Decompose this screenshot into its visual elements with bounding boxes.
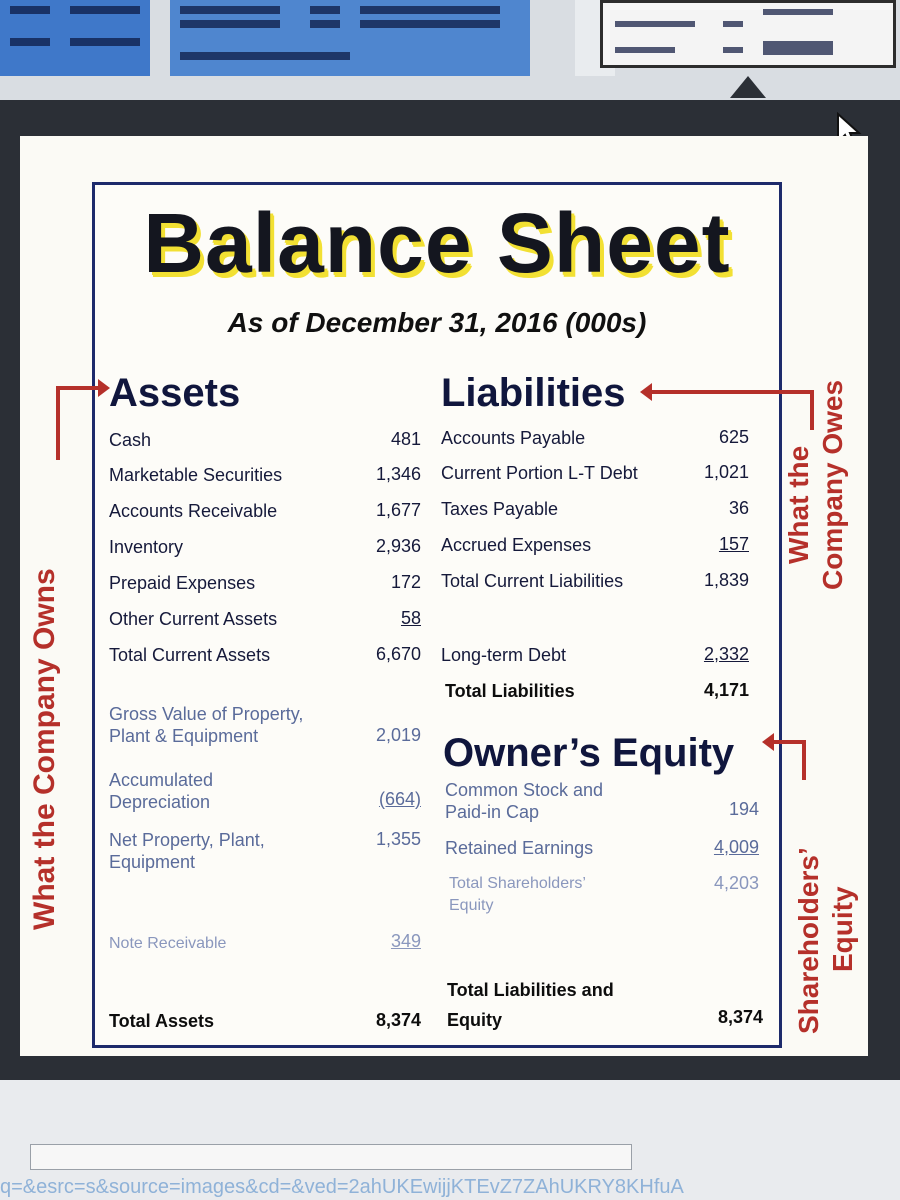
url-text[interactable]: q=&esrc=s&source=images&cd=&ved=2ahUKEwijjKTEvZ7ZAhUKRY8KHfuA bbox=[0, 1176, 684, 1198]
liability-row-value: 625 bbox=[718, 427, 749, 447]
long-term-debt-label: Long-term Debt bbox=[441, 645, 567, 665]
thumbnail-image[interactable] bbox=[0, 0, 150, 76]
asset-row-value: 1,677 bbox=[375, 500, 421, 520]
liability-total-current-value: 1,839 bbox=[703, 570, 749, 590]
liability-row-value: 36 bbox=[728, 498, 749, 518]
total-assets-value: 8,374 bbox=[375, 1010, 421, 1030]
total-liabilities-value: 4,171 bbox=[703, 680, 749, 700]
note-receivable-label: Note Receivable bbox=[109, 935, 227, 952]
equity-heading: Owner’s Equity bbox=[443, 731, 735, 775]
page-subtitle: As of December 31, 2016 (000s) bbox=[227, 307, 647, 338]
retained-earnings-label: Retained Earnings bbox=[445, 838, 594, 858]
liability-row-label: Current Portion L-T Debt bbox=[441, 463, 638, 483]
liability-total-current-label: Total Current Liabilities bbox=[441, 571, 624, 591]
acc-dep-label: Accumulated Depreciation bbox=[109, 770, 214, 812]
asset-row-value: 2,936 bbox=[375, 536, 421, 556]
balance-sheet-image bbox=[20, 136, 868, 1056]
total-liabilities-equity-label: Total Liabilities and Equity bbox=[447, 980, 614, 1030]
asset-total-current-label: Total Current Assets bbox=[109, 645, 271, 665]
asset-row-label: Accounts Receivable bbox=[109, 501, 278, 521]
asset-row-value: 481 bbox=[390, 429, 421, 449]
long-term-debt-value: 2,332 bbox=[703, 644, 749, 664]
asset-row-value: 1,346 bbox=[375, 464, 421, 484]
liability-row-value: 157 bbox=[718, 534, 749, 554]
common-stock-value: 194 bbox=[728, 799, 759, 819]
acc-dep-value: (664) bbox=[378, 789, 421, 809]
ppe-gross-value: 2,019 bbox=[375, 725, 421, 745]
total-shareholders-equity-value: 4,203 bbox=[713, 873, 759, 893]
asset-row-label: Cash bbox=[109, 430, 152, 450]
selection-pointer bbox=[730, 76, 766, 98]
total-liabilities-equity-value: 8,374 bbox=[717, 1007, 763, 1027]
liability-row-value: 1,021 bbox=[703, 462, 749, 482]
asset-row-label: Marketable Securities bbox=[109, 465, 283, 485]
asset-total-current-value: 6,670 bbox=[375, 644, 421, 664]
net-ppe-label: Net Property, Plant, Equipment bbox=[109, 830, 265, 872]
arrow-left-icon bbox=[762, 733, 774, 751]
annotation-arrow bbox=[650, 390, 814, 394]
balance-sheet-frame bbox=[92, 182, 782, 1048]
liability-row-label: Accrued Expenses bbox=[441, 535, 592, 555]
common-stock-label: Common Stock and Paid-in Cap bbox=[445, 780, 604, 822]
page-title: Balance Sheet bbox=[143, 196, 731, 290]
thumbnail-image[interactable] bbox=[170, 0, 530, 76]
annotation-owns: What the Company Owns bbox=[28, 568, 61, 930]
asset-row-value: 58 bbox=[400, 608, 421, 628]
asset-row-label: Inventory bbox=[109, 537, 184, 557]
ppe-gross-label: Gross Value of Property, Plant & Equipment bbox=[109, 704, 304, 746]
annotation-arrow bbox=[802, 740, 806, 780]
thumbnail-strip bbox=[0, 0, 900, 100]
annotation-equity: Shareholders’ Equity bbox=[793, 847, 858, 1034]
thumbnail-image-selected[interactable] bbox=[600, 0, 896, 68]
annotation-owes: What the Company Owes bbox=[783, 379, 848, 590]
retained-earnings-value: 4,009 bbox=[713, 837, 759, 857]
thumbnail-caption-box[interactable] bbox=[30, 1144, 632, 1170]
annotation-arrow bbox=[772, 740, 806, 744]
net-ppe-value: 1,355 bbox=[375, 829, 421, 849]
total-shareholders-equity-label: Total Shareholders’ Equity bbox=[449, 875, 586, 914]
asset-row-label: Other Current Assets bbox=[109, 609, 278, 629]
total-liabilities-label: Total Liabilities bbox=[445, 681, 575, 701]
asset-row-value: 172 bbox=[390, 572, 421, 592]
liability-row-label: Taxes Payable bbox=[441, 499, 559, 519]
asset-row-label: Prepaid Expenses bbox=[109, 573, 256, 593]
arrow-right-icon bbox=[98, 379, 110, 397]
total-assets-label: Total Assets bbox=[109, 1011, 215, 1031]
annotation-arrow bbox=[56, 386, 60, 442]
note-receivable-value: 349 bbox=[390, 931, 421, 951]
liabilities-heading: Liabilities bbox=[441, 371, 626, 415]
assets-heading: Assets bbox=[109, 371, 241, 415]
annotation-arrow bbox=[810, 390, 814, 430]
arrow-left-icon bbox=[640, 383, 652, 401]
annotation-arrow bbox=[56, 386, 100, 390]
liability-row-label: Accounts Payable bbox=[441, 428, 586, 448]
